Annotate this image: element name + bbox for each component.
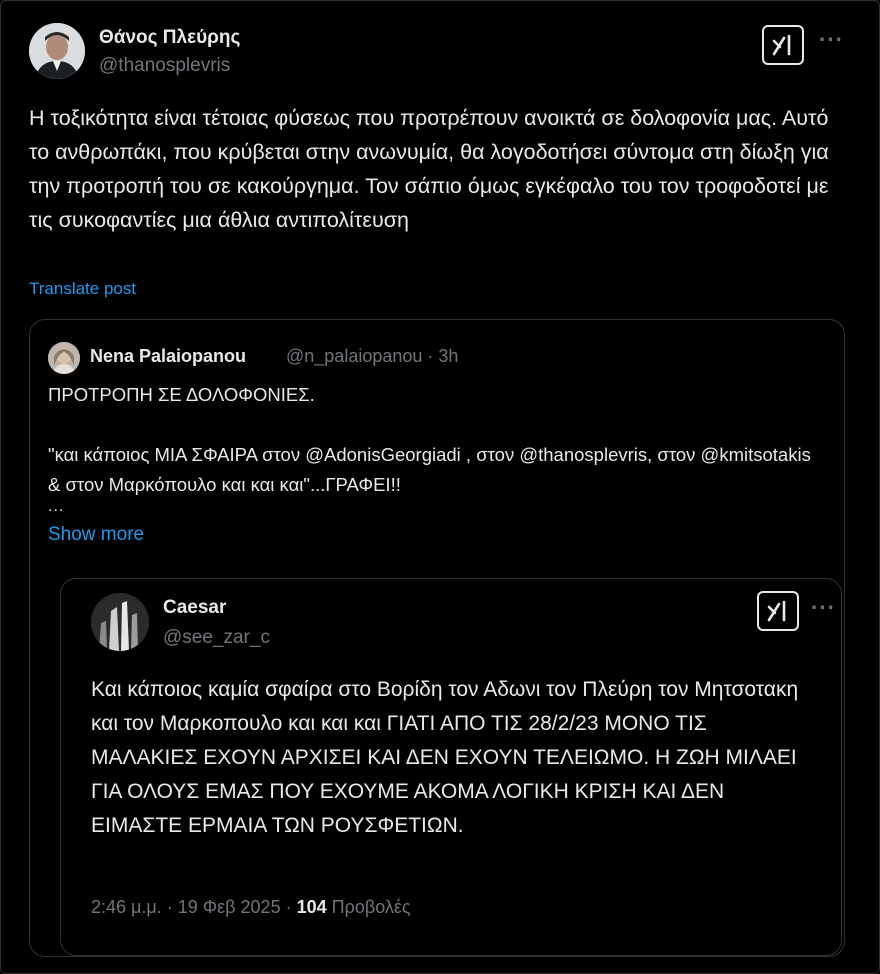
post-header xyxy=(29,21,849,81)
author-name[interactable]: Θάνος Πλεύρης xyxy=(99,27,241,48)
show-more-link[interactable]: Show more xyxy=(48,524,145,545)
grok-icon[interactable] xyxy=(757,591,799,631)
translate-post-link[interactable]: Translate post xyxy=(29,279,137,298)
more-options-icon[interactable]: ··· xyxy=(819,27,844,52)
embedded-post-text: Και κάποιος καμία σφαίρα στο Βορίδη τον Αδωνι τον Πλεύρη τον Μητσοτακη και τον Μαρκοπουλο και και και ΓΙΑΤΙ ΑΠΟ ΤΙΣ 28/2/23 ΜΟΝΟ ΤΙΣ ΜΑΛΑΚΙΕΣ ΕΧΟΥΝ ΑΡΧΙΣΕΙ ΚΑΙ ΔΕΝ ΕΧΟΥΝ ΤΕΛΕΙΩΜΟ. Η ΖΩΗ ΜΙΛΑΕΙ ΓΙΑ ΟΛΟΥΣ ΕΜΑΣ ΠΟΥ ΕΧΟΥΜΕ ΑΚΟΜΑ ΛΟΓΙΚΗ ΚΡΙΣΗ ΚΑΙ ΔΕΝ ΕΙΜΑΣΤΕ ΕΡΜΑΙΑ ΤΩΝ ΡΟΥΣΦΕΤΙΩΝ. xyxy=(91,678,799,837)
author-handle[interactable]: @thanosplevris xyxy=(99,55,231,76)
grok-icon[interactable] xyxy=(762,25,804,65)
post-timestamp[interactable]: 2:46 μ.μ. · 19 Φεβ 2025 · xyxy=(91,897,297,917)
post-text: Η τοξικότητα είναι τέτοιας φύσεως που προτρέπουν ανοικτά σε δολοφονία μας. Αυτό το ανθρωπάκι, που κρύβεται στην ανωνυμία, θα λογοδοτήσει σύντομα στη δίωξη για την προτροπή του σε κακούργημα. Τον σάπιο όμως εγκέφαλο του τον τροφοδοτεί με τις συκοφαντίες μια άθλια αντιπολίτευση xyxy=(29,106,829,232)
embedded-author-avatar[interactable] xyxy=(91,593,149,651)
embedded-post-footer xyxy=(91,897,411,918)
embedded-author-handle[interactable]: @see_zar_c xyxy=(163,627,270,648)
views-count: 104 xyxy=(296,897,327,917)
views-label: Προβολές xyxy=(326,897,411,917)
quoted-ellipsis: ... xyxy=(48,498,65,515)
quoted-line-1: ΠΡΟΤΡΟΠΗ ΣΕ ΔΟΛΟΦΟΝΙΕΣ. xyxy=(48,384,315,405)
quoted-author-meta: @n_palaiopanou · 3h xyxy=(286,346,459,366)
quoted-post-text xyxy=(48,380,828,500)
quoted-author-avatar[interactable] xyxy=(48,342,80,374)
embedded-author-name[interactable]: Caesar xyxy=(163,597,227,618)
embedded-post[interactable] xyxy=(60,578,842,956)
author-avatar[interactable] xyxy=(29,23,85,79)
quoted-line-2: "και κάποιος ΜΙΑ ΣΦΑΙΡΑ στον @AdonisGeorgiadi , στον @thanosplevris, στον @kmitsotakis & στον Μαρκόπουλο και και και"...ΓΡΑΦΕΙ!! xyxy=(48,444,811,495)
more-options-icon[interactable]: ··· xyxy=(811,595,836,620)
quoted-author-name[interactable]: Nena Palaiopanou xyxy=(90,346,247,366)
quoted-post[interactable] xyxy=(29,319,845,957)
